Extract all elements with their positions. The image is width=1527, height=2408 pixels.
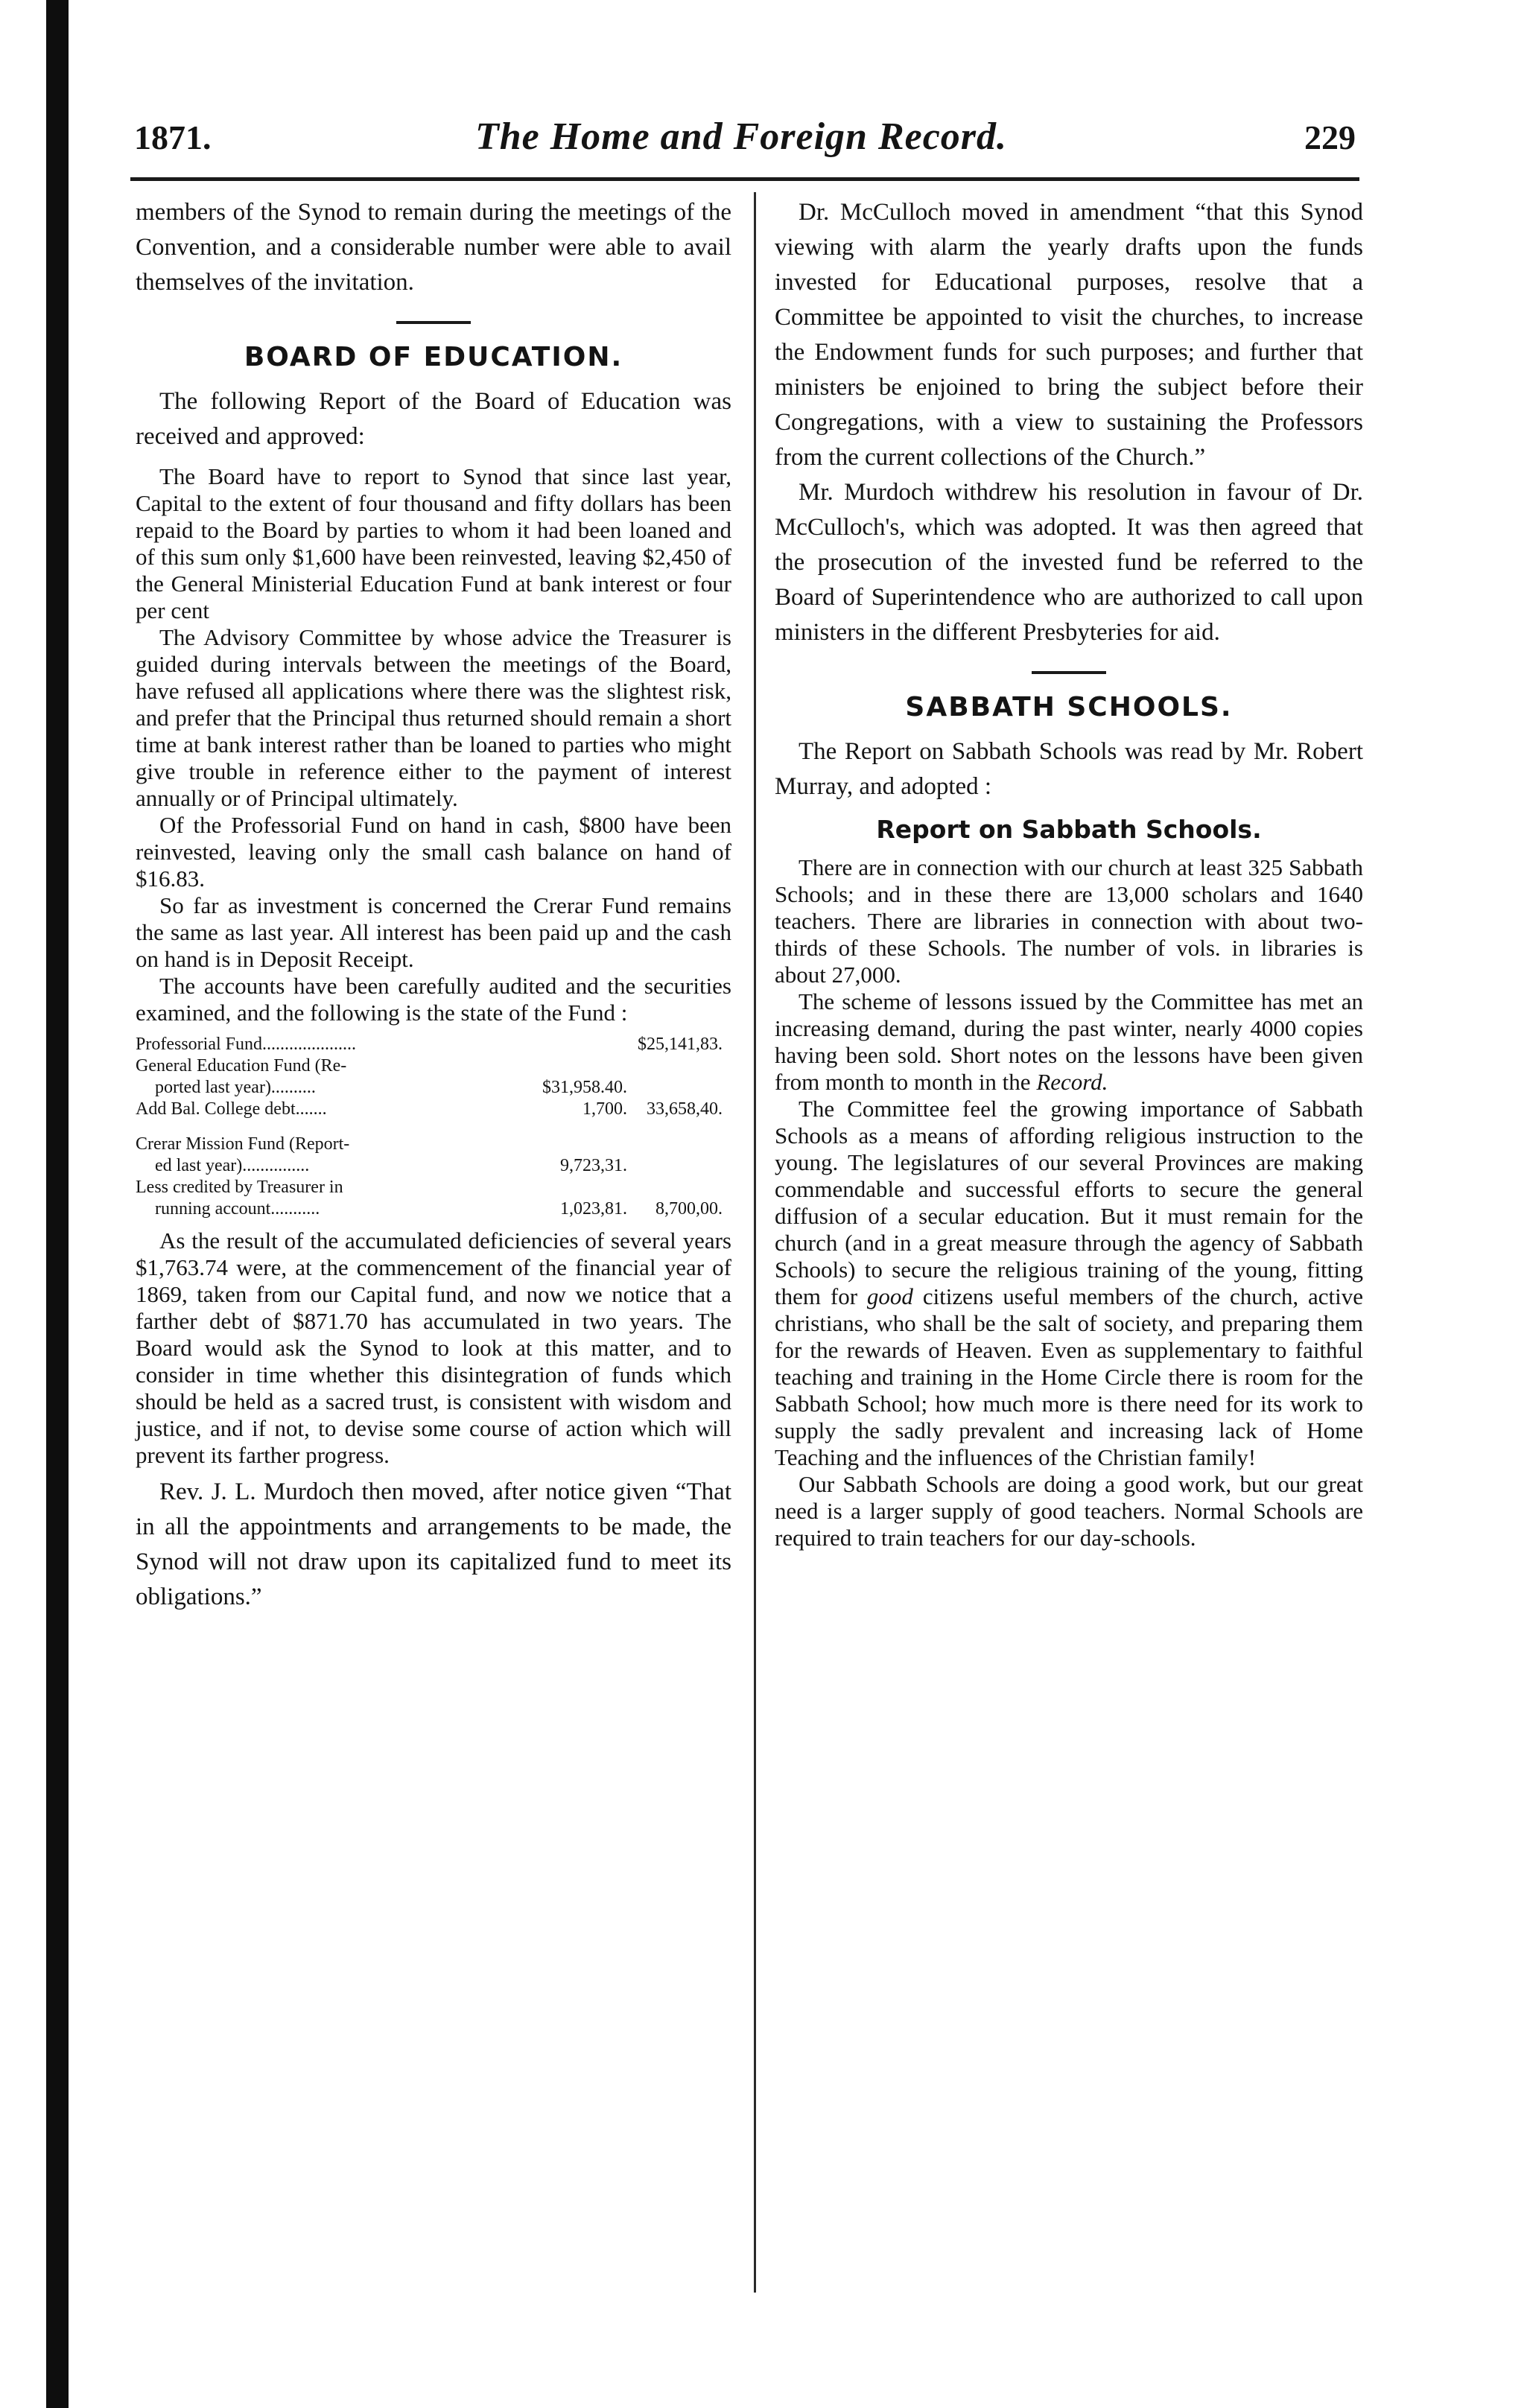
heading-board-of-education: BOARD OF EDUCATION. bbox=[244, 342, 623, 372]
ledger-row bbox=[136, 1099, 731, 1120]
scan-edge-bar bbox=[46, 0, 69, 2408]
paragraph-board-report-2: The Advisory Committee by whose advice the Treasurer is guided during intervals between the meetings of the Board, have refused all applications where there was the slightest risk, and prefer that the Principal thus returned should remain a short time at bank interest rather than be loaned to parties who might give trouble in reference either to the payment of interest annually or of Principal ultimately. bbox=[136, 624, 731, 811]
paragraph-board-intro: The following Report of the Board of Education was received and approved: bbox=[136, 388, 731, 450]
ledger-total: 33,658,40. bbox=[647, 1099, 723, 1119]
record-italic: Record. bbox=[1036, 1069, 1108, 1095]
paragraph-board-report-6: As the result of the accumulated deficiencies of several years $1,763.74 were, at the commencement of the financial year of 1869, taken from our Capital fund, and now we notice that a farther debt of $871.70 has accumulated in two years. The Board would ask the Synod to look at this matter, and to consider in time whether this disintegration of funds which should be held as a sacred trust, is consistent with wisdom and justice, and if not, to devise some course of action which will prevent its farther progress. bbox=[136, 1227, 731, 1468]
paragraph-sabbath-report-1: There are in connection with our church at least 325 Sabbath Schools; and in these there are 13,000 scholars and 1640 teachers. There are libraries in connection with about two-thirds of these Schools. The number of vols. in libraries is about 27,000. bbox=[775, 854, 1363, 988]
paragraph-board-report-1: The Board have to report to Synod that since last year, Capital to the extent of four thousand and fifty dollars has been repaid to the Board by parties to whom it had been loaned and of this sum only $1,600 have been reinvested, leaving $2,450 of the General Ministerial Education Fund at bank interest or four per cent bbox=[136, 463, 731, 623]
column-divider bbox=[754, 192, 756, 2293]
header-title: The Home and Foreign Record. bbox=[474, 115, 1008, 158]
header-year: 1871. bbox=[134, 118, 212, 156]
paragraph-board-report-5: The accounts have been carefully audited and the securities examined, and the following is the state of the Fund : bbox=[136, 973, 731, 1026]
ledger-label: Add Bal. College debt....... bbox=[136, 1099, 327, 1119]
ledger-value: $31,958.40. bbox=[542, 1078, 627, 1097]
ledger-value: 1,700. bbox=[582, 1099, 627, 1119]
page-header bbox=[134, 112, 1356, 164]
ledger-label: running account........... bbox=[155, 1199, 320, 1219]
paragraph-sabbath-report-2 bbox=[775, 988, 1363, 1096]
header-rule bbox=[130, 177, 1359, 181]
sabbath-report-2-text: The scheme of lessons issued by the Committee has met an increasing demand, during the past winter, nearly 4000 copies having been sold. Short notes on the lessons have been given from month to month in the bbox=[775, 988, 1363, 1095]
paragraph-intro: members of the Synod to remain during the meetings of the Convention, and a considerable number were able to avail themselves of the invitation. bbox=[136, 199, 731, 296]
paragraph-sabbath-intro: The Report on Sabbath Schools was read by Mr. Robert Murray, and adopted : bbox=[775, 738, 1363, 800]
ledger-value: 1,023,81. bbox=[560, 1199, 627, 1219]
paragraph-board-report-4: So far as investment is concerned the Crerar Fund remains the same as last year. All interest has been paid up and the cash on hand is in Deposit Receipt. bbox=[136, 892, 731, 972]
ledger-row bbox=[136, 1134, 731, 1155]
good-italic: good bbox=[866, 1283, 913, 1309]
ledger-label: ported last year).......... bbox=[155, 1078, 316, 1097]
paragraph-sabbath-report-4: Our Sabbath Schools are doing a good work, but our great need is a larger supply of good teachers. Normal Schools are required to train teachers for our day-schools. bbox=[775, 1471, 1363, 1551]
paragraph-sabbath-report-3 bbox=[775, 1096, 1363, 1471]
left-column bbox=[136, 195, 731, 1615]
right-column bbox=[775, 195, 1363, 1551]
ledger-row bbox=[136, 1198, 731, 1220]
ledger-row bbox=[136, 1177, 731, 1198]
ledger-total: 8,700,00. bbox=[655, 1199, 723, 1219]
fund-ledger bbox=[136, 1034, 731, 1220]
heading-sabbath-schools: SABBATH SCHOOLS. bbox=[905, 692, 1233, 722]
ledger-total: $25,141,83. bbox=[638, 1035, 723, 1054]
sabbath-report-3-text-b: citizens useful members of the church, active christians, who shall be the salt of society, and preparing them for the rewards of Heaven. Even as supplementary to faithful teaching and training in the Home Circle there is room for the Sabbath School; how much more is there need for its work to supply the sadly prevalent and increasing lack of Home Teaching and the influences of the Christian family! bbox=[775, 1283, 1363, 1470]
section-divider bbox=[396, 321, 471, 324]
paragraph-murdoch-motion: Rev. J. L. Murdoch then moved, after notice given “That in all the appointments and arrangements to be made, the Synod will not draw upon its capitalized fund to meet its obligations.” bbox=[136, 1478, 731, 1610]
paragraph-resolution: Mr. Murdoch withdrew his resolution in favour of Dr. McCulloch's, which was adopted. It was then agreed that the prosecution of the invested fund be referred to the Board of Superintendence who are authorized to call upon ministers in the different Presbyteries for aid. bbox=[775, 479, 1363, 646]
ledger-label: Less credited by Treasurer in bbox=[136, 1178, 343, 1197]
ledger-row bbox=[136, 1034, 731, 1055]
paragraph-mcculloch-amendment: Dr. McCulloch moved in amendment “that this Synod viewing with alarm the yearly drafts upon the funds invested for Educational purposes, resolve that a Committee be appointed to visit the churches, to increase the Endowment funds for such purposes; and further that ministers be enjoined to bring the subject before their Congregations, with a view to sustaining the Professors from the current collections of the Church.” bbox=[775, 199, 1363, 471]
ledger-label: General Education Fund (Re- bbox=[136, 1056, 347, 1076]
ledger-row bbox=[136, 1077, 731, 1099]
ledger-label: Professorial Fund..................... bbox=[136, 1035, 356, 1054]
ledger-label: ed last year)............... bbox=[155, 1156, 310, 1175]
sabbath-report-3-text-a: The Committee feel the growing importance of Sabbath Schools as a means of affording religious instruction to the young. The legislatures of our several Provinces are making commendable and successful efforts to secure the general diffusion of a secular education. But it must remain for the church (and in a great measure through the agency of Sabbath Schools) to secure the religious training of the young, fitting them for bbox=[775, 1096, 1363, 1309]
page-number: 229 bbox=[1304, 118, 1356, 156]
ledger-row bbox=[136, 1155, 731, 1177]
subheading-report: Report on Sabbath Schools. bbox=[876, 815, 1262, 844]
ledger-label: Crerar Mission Fund (Report- bbox=[136, 1134, 350, 1154]
ledger-value: 9,723,31. bbox=[560, 1156, 627, 1175]
paragraph-board-report-3: Of the Professorial Fund on hand in cash, $800 have been reinvested, leaving only the small cash balance on hand of $16.83. bbox=[136, 812, 731, 892]
section-divider bbox=[1032, 671, 1106, 674]
ledger-row bbox=[136, 1055, 731, 1077]
